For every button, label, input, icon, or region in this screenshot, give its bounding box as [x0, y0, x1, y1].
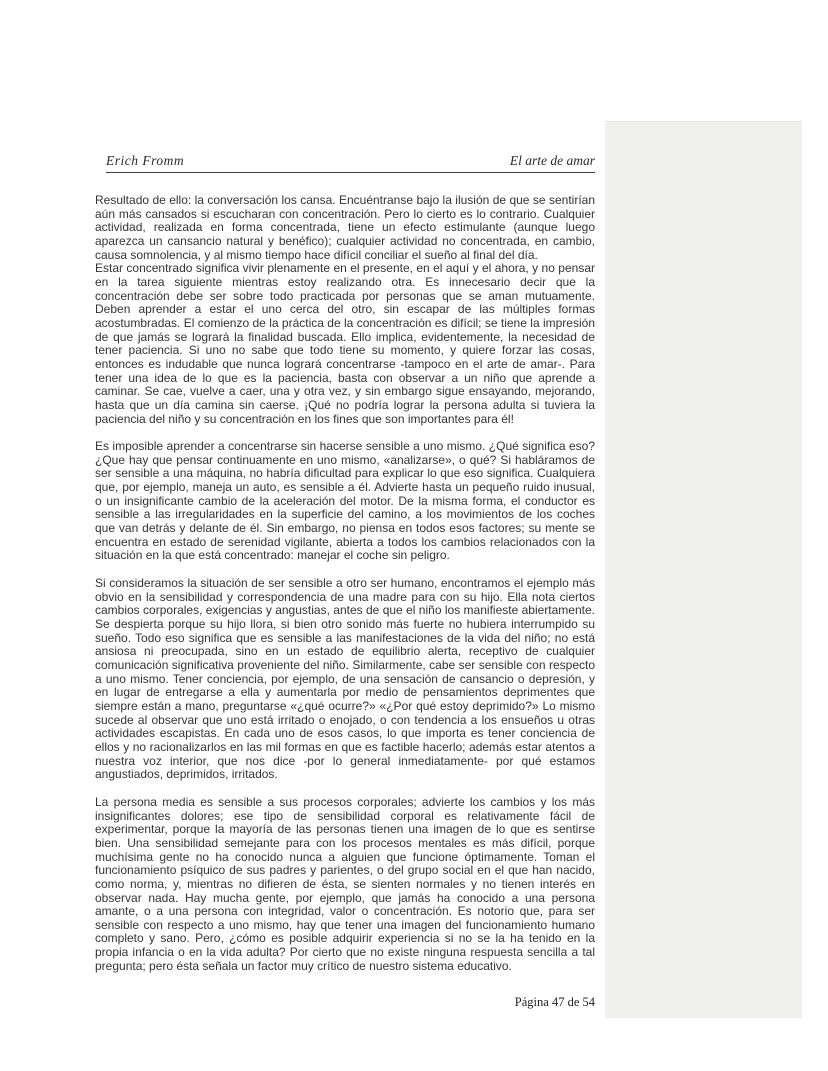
body-text	[95, 194, 595, 973]
paragraph: Si consideramos la situación de ser sensible a otro ser humano, encontramos el ejemplo más obvio en la sensibilidad y correspondencia de una madre para con su hijo. Ella nota ciertos cambios corporales, exigencias y angustias, antes de que el niño los manifieste abiertamente. Se despierta porque su hijo llora, si bien otro sonido más fuerte no hubiera interrumpido su sueño. Todo eso significa que es sensible a las manifestaciones de la vida del niño; no está ansiosa ni preocupada, sino en un estado de equilibrio alerta, receptivo de cualquier comunicación significativa proveniente del niño. Similarmente, cabe ser sensible con respecto a uno mismo. Tener conciencia, por ejemplo, de una sensación de cansancio o depresión, y en lugar de entregarse a ella y aumentarla por medio de pensamientos deprimentes que siempre están a mano, preguntarse «¿qué ocurre?» «¿Por qué estoy deprimido?» Lo mismo sucede al observar que uno está irritado o enojado, o con tendencia a los ensueños u otras actividades escapistas. En cada uno de esos casos, lo que importa es tener conciencia de ellos y no racionalizarlos en las mil formas en que es factible hacerlo; además estar atentos a nuestra voz interior, que nos dice -por lo general inmediatamente- por qué estamos angustiados, deprimidos, irritados.	[95, 576, 595, 782]
paragraph: La persona media es sensible a sus procesos corporales; advierte los cambios y los más insignificantes dolores; ese tipo de sensibilidad corporal es relativamente fácil de experimentar, porque la mayoría de las personas tienen una imagen de lo que es sentirse bien. Una sensibilidad semejante para con los procesos mentales es más difícil, porque muchísima gente no ha conocido nunca a alguien que funcione óptimamente. Toman el funcionamiento psíquico de sus padres y parientes, o del grupo social en el que han nacido, como norma, y, mientras no difieren de ésta, se sienten normales y no tienen interés en observar nada. Hay mucha gente, por ejemplo, que jamás ha conocido a una persona amante, o a una persona con integridad, valor o concentración. Es notorio que, para ser sensible con respecto a uno mismo, hay que tener una imagen del funcionamiento humano completo y sano. Pero, ¿cómo es posible adquirir experiencia si no se la ha tenido en la propia infancia o en la vida adulta? Por cierto que no existe ninguna respuesta sencilla a tal pregunta; pero ésta señala un factor muy crítico de nuestro sistema educativo.	[95, 794, 595, 973]
page-header	[106, 153, 595, 173]
header-author: Erich Fromm	[106, 153, 185, 168]
page-number-label: Página 47 de 54	[514, 995, 595, 1010]
paragraph: Es imposible aprender a concentrarse sin hacerse sensible a uno mismo. ¿Qué significa eso? ¿Que hay que pensar continuamente en uno mismo, «analizarse», o qué? Si habláramos de ser sensible a una máquina, no habría dificultad para explicar lo que eso significa. Cualquiera que, por ejemplo, maneja un auto, es sensible a él. Advierte hasta un pequeño ruido inusual, o un insignificante cambio de la aceleración del motor. De la misma forma, el conductor es sensible a las irregularidades en la superficie del camino, a los movimientos de los coches que van detrás y delante de él. Sin embargo, no piensa en todos esos factores; su mente se encuentra en estado de serenidad vigilante, abierta a todos los cambios relacionados con la situación en la que está concentrado: manejar el coche sin peligro.	[95, 439, 595, 563]
page-footer	[95, 995, 595, 1010]
paragraph: Estar concentrado significa vivir plenamente en el presente, en el aquí y el ahora, y no pensar en la tarea siguiente mientras estoy realizando otra. Es innecesario decir que la concentración debe ser sobre todo practicada por personas que se aman mutuamente. Deben aprender a estar el uno cerca del otro, sin escapar de las múltiples formas acostumbradas. El comienzo de la práctica de la concentración es difícil; se tiene la impresión de que jamás se logrará la finalidad buscada. Ello implica, evidentemente, la necesidad de tener paciencia. Si uno no sabe que todo tiene su momento, y quiere forzar las cosas, entonces es indudable que nunca logrará concentrarse -tampoco en el arte de amar-. Para tener una idea de lo que es la paciencia, basta con observar a un niño que aprende a caminar. Se cae, vuelve a caer, una y otra vez, y sin embargo sigue ensayando, mejorando, hasta que un día camina sin caerse. ¡Qué no podría lograr la persona adulta si tuviera la paciencia del niño y su concentración en los fines que son importantes para él!	[95, 261, 595, 426]
viewer-side-panel	[605, 121, 802, 1018]
header-book-title: El arte de amar	[509, 153, 595, 168]
paragraph: Resultado de ello: la conversación los cansa. Encuéntranse bajo la ilusión de que se sentirían aún más cansados si escucharan con concentración. Pero lo cierto es lo contrario. Cualquier actividad, realizada en forma concentrada, tiene un efecto estimulante (aunque luego aparezca un cansancio natural y benéfico); cualquier actividad no concentrada, en cambio, causa somnolencia, y al mismo tiempo hace difícil conciliar el sueño al final del día.	[95, 193, 595, 262]
page-content	[95, 153, 595, 1010]
